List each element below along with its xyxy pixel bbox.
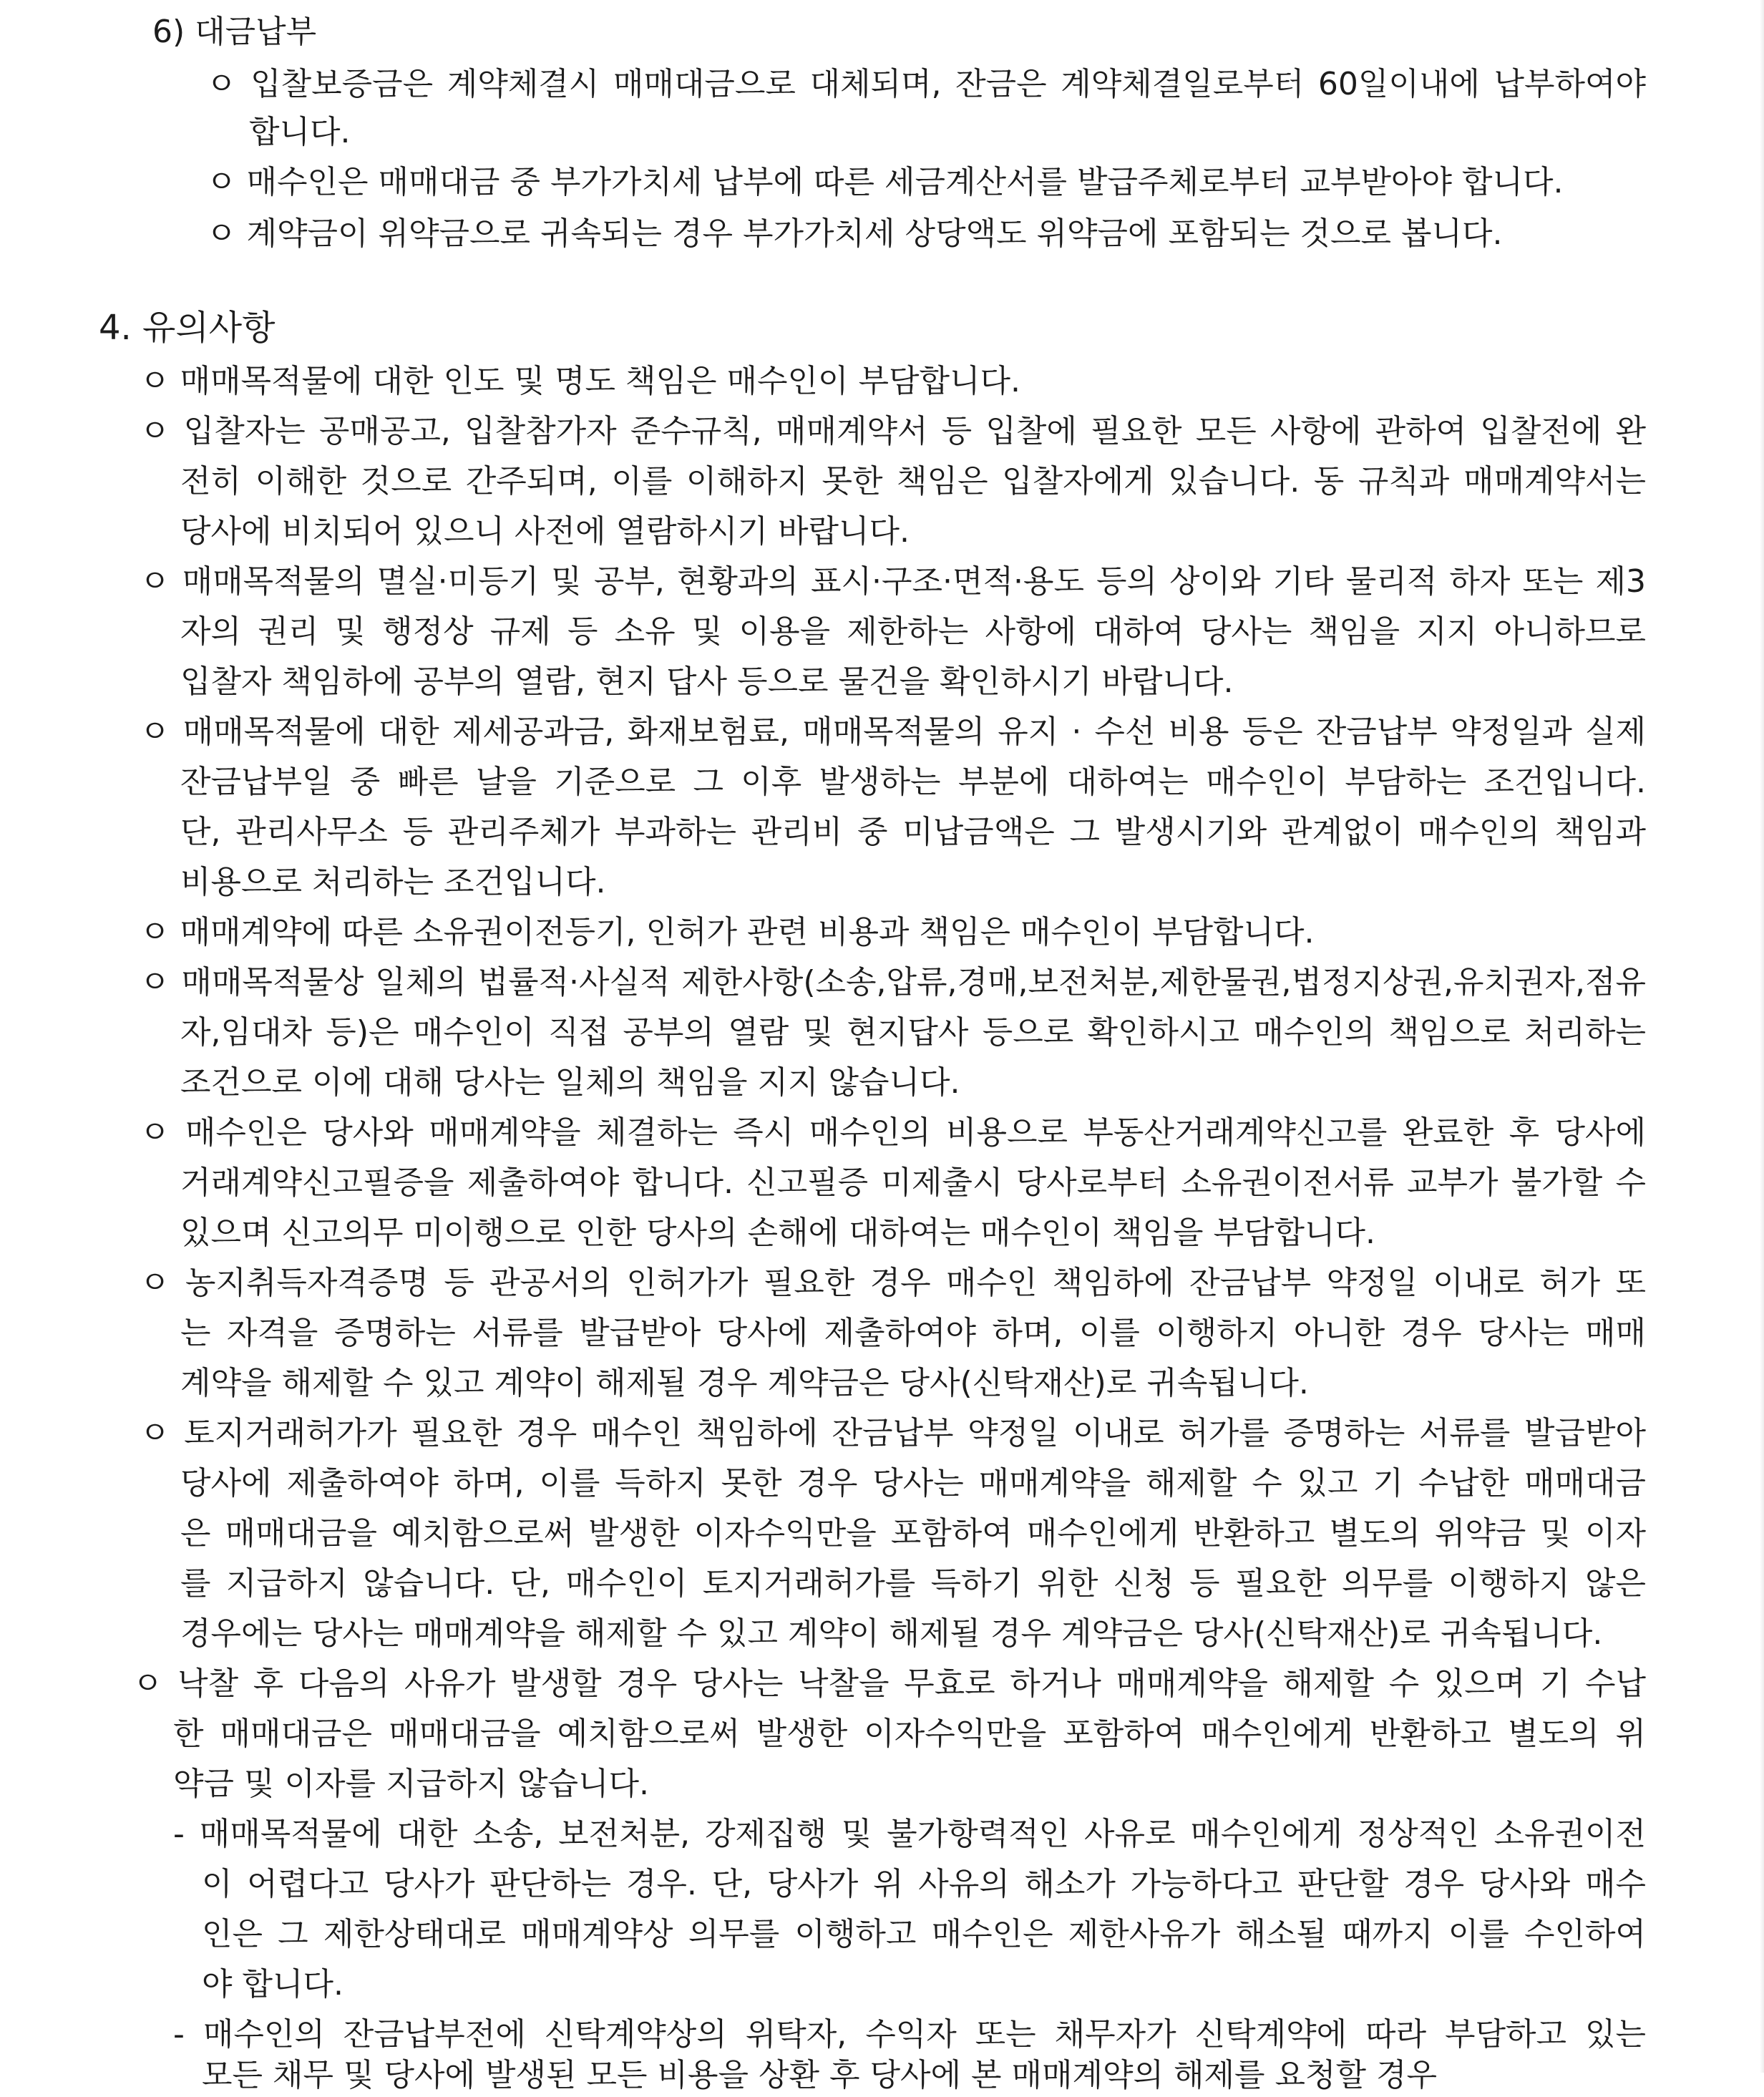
list-item: 당사에 제출하여야 하며, 이를 득하지 못한 경우 당사는 매매계약을 해제할 수 있고 기 수납한 매매대금 (180, 1465, 1646, 1502)
bullet-line: ㅇ 계약금이 위약금으로 귀속되는 경우 부가가치세 상당액도 위약금에 포함되는 것으로 봅니다. (206, 215, 1503, 252)
list-item: ㅇ 매매목적물에 대한 제세공과금, 화재보험료, 매매목적물의 유지 · 수선 비용 등은 잔금납부 약정일과 실제 (140, 714, 1646, 750)
list-item: ㅇ 낙찰 후 다음의 사유가 발생할 경우 당사는 낙찰을 무효로 하거나 매매계약을 해제할 수 있으며 기 수납 (132, 1665, 1646, 1702)
list-item: ㅇ 토지거래허가가 필요한 경우 매수인 책임하에 잔금납부 약정일 이내로 허가를 증명하는 서류를 발급받아 (140, 1415, 1646, 1451)
subsection-title: 6) 대금납부 (152, 14, 317, 50)
dash-item: - 매매목적물에 대한 소송, 보전처분, 강제집행 및 불가항력적인 사유로 매수인에게 정상적인 소유권이전 (173, 1816, 1646, 1852)
list-item: 잔금납부일 중 빠른 날을 기준으로 그 이후 발생하는 부분에 대하여는 매수인이 부담하는 조건입니다. (180, 764, 1646, 800)
list-item: 단, 관리사무소 등 관리주체가 부과하는 관리비 중 미납금액은 그 발생시기와 관계없이 매수인의 책임과 (180, 814, 1646, 850)
list-item: 입찰자 책임하에 공부의 열람, 현지 답사 등으로 물건을 확인하시기 바랍니다. (180, 663, 1234, 700)
bullet-line: ㅇ 입찰보증금은 계약체결시 매매대금으로 대체되며, 잔금은 계약체결일로부터 60일이내에 납부하여야 (206, 66, 1646, 102)
list-item: ㅇ 입찰자는 공매공고, 입찰참가자 준수규칙, 매매계약서 등 입찰에 필요한 모든 사항에 관하여 입찰전에 완 (140, 413, 1646, 449)
dash-item: - 매수인의 잔금납부전에 신탁계약상의 위탁자, 수익자 또는 채무자가 신탁계약에 따라 부담하고 있는 (173, 2016, 1646, 2053)
dash-item: 이 어렵다고 당사가 판단하는 경우. 단, 당사가 위 사유의 해소가 가능하다고 판단할 경우 당사와 매수 (202, 1866, 1646, 1902)
dash-item: 인은 그 제한상태대로 매매계약상 의무를 이행하고 매수인은 제한사유가 해소될 때까지 이를 수인하여 (202, 1916, 1646, 1952)
dash-item: 모든 채무 및 당사에 발생된 모든 비용을 상환 후 당사에 본 매매계약의 해제를 요청할 경우 (202, 2057, 1437, 2093)
list-item: 를 지급하지 않습니다. 단, 매수인이 토지거래허가를 득하기 위한 신청 등 필요한 의무를 이행하지 않은 (180, 1565, 1646, 1602)
list-item: ㅇ 매매목적물의 멸실·미등기 및 공부, 현황과의 표시·구조·면적·용도 등의 상이와 기타 물리적 하자 또는 제3 (140, 563, 1646, 600)
list-item: 자의 권리 및 행정상 규제 등 소유 및 이용을 제한하는 사항에 대하여 당사는 책임을 지지 아니하므로 (180, 613, 1646, 650)
list-item: ㅇ 매매목적물상 일체의 법률적·사실적 제한사항(소송,압류,경매,보전처분,제한물권,법정지상권,유치권자,점유 (140, 964, 1646, 1001)
list-item: ㅇ 매수인은 당사와 매매계약을 체결하는 즉시 매수인의 비용으로 부동산거래계약신고를 완료한 후 당사에 (140, 1114, 1646, 1151)
dash-item: 야 합니다. (202, 1966, 343, 2003)
scan-edge-shadow (1760, 0, 1764, 2073)
bullet-line: 합니다. (249, 114, 351, 150)
list-item: ㅇ 매매계약에 따른 소유권이전등기, 인허가 관련 비용과 책임은 매수인이 부담합니다. (140, 914, 1315, 950)
list-item: 계약을 해제할 수 있고 계약이 해제될 경우 계약금은 당사(신탁재산)로 귀속됩니다. (180, 1365, 1309, 1401)
list-item: 전히 이해한 것으로 간주되며, 이를 이해하지 못한 책임은 입찰자에게 있습니다. 동 규칙과 매매계약서는 (180, 463, 1646, 500)
list-item: 은 매매대금을 예치함으로써 발생한 이자수익만을 포함하여 매수인에게 반환하고 별도의 위약금 및 이자 (180, 1515, 1646, 1552)
list-item: 비용으로 처리하는 조건입니다. (180, 864, 606, 900)
list-item: 거래계약신고필증을 제출하여야 합니다. 신고필증 미제출시 당사로부터 소유권이전서류 교부가 불가할 수 (180, 1164, 1646, 1201)
list-item: 약금 및 이자를 지급하지 않습니다. (173, 1766, 649, 1802)
list-item: 경우에는 당사는 매매계약을 해제할 수 있고 계약이 해제될 경우 계약금은 당사(신탁재산)로 귀속됩니다. (180, 1615, 1603, 1652)
list-item: 자,임대차 등)은 매수인이 직접 공부의 열람 및 현지답사 등으로 확인하시고 매수인의 책임으로 처리하는 (180, 1014, 1646, 1051)
list-item: 당사에 비치되어 있으니 사전에 열람하시기 바랍니다. (180, 513, 910, 550)
list-item: ㅇ 농지취득자격증명 등 관공서의 인허가가 필요한 경우 매수인 책임하에 잔금납부 약정일 이내로 허가 또 (140, 1265, 1646, 1301)
list-item: 는 자격을 증명하는 서류를 발급받아 당사에 제출하여야 하며, 이를 이행하지 아니한 경우 당사는 매매 (180, 1315, 1647, 1351)
list-item: 있으며 신고의무 미이행으로 인한 당사의 손해에 대하여는 매수인이 책임을 부담합니다. (180, 1215, 1376, 1251)
list-item: ㅇ 매매목적물에 대한 인도 및 명도 책임은 매수인이 부담합니다. (140, 363, 1020, 399)
bullet-line: ㅇ 매수인은 매매대금 중 부가가치세 납부에 따른 세금계산서를 발급주체로부터 교부받아야 합니다. (206, 164, 1564, 200)
list-item: 한 매매대금은 매매대금을 예치함으로써 발생한 이자수익만을 포함하여 매수인에게 반환하고 별도의 위 (173, 1716, 1646, 1752)
list-item: 조건으로 이에 대해 당사는 일체의 책임을 지지 않습니다. (180, 1064, 960, 1101)
section-heading: 4. 유의사항 (99, 308, 276, 348)
